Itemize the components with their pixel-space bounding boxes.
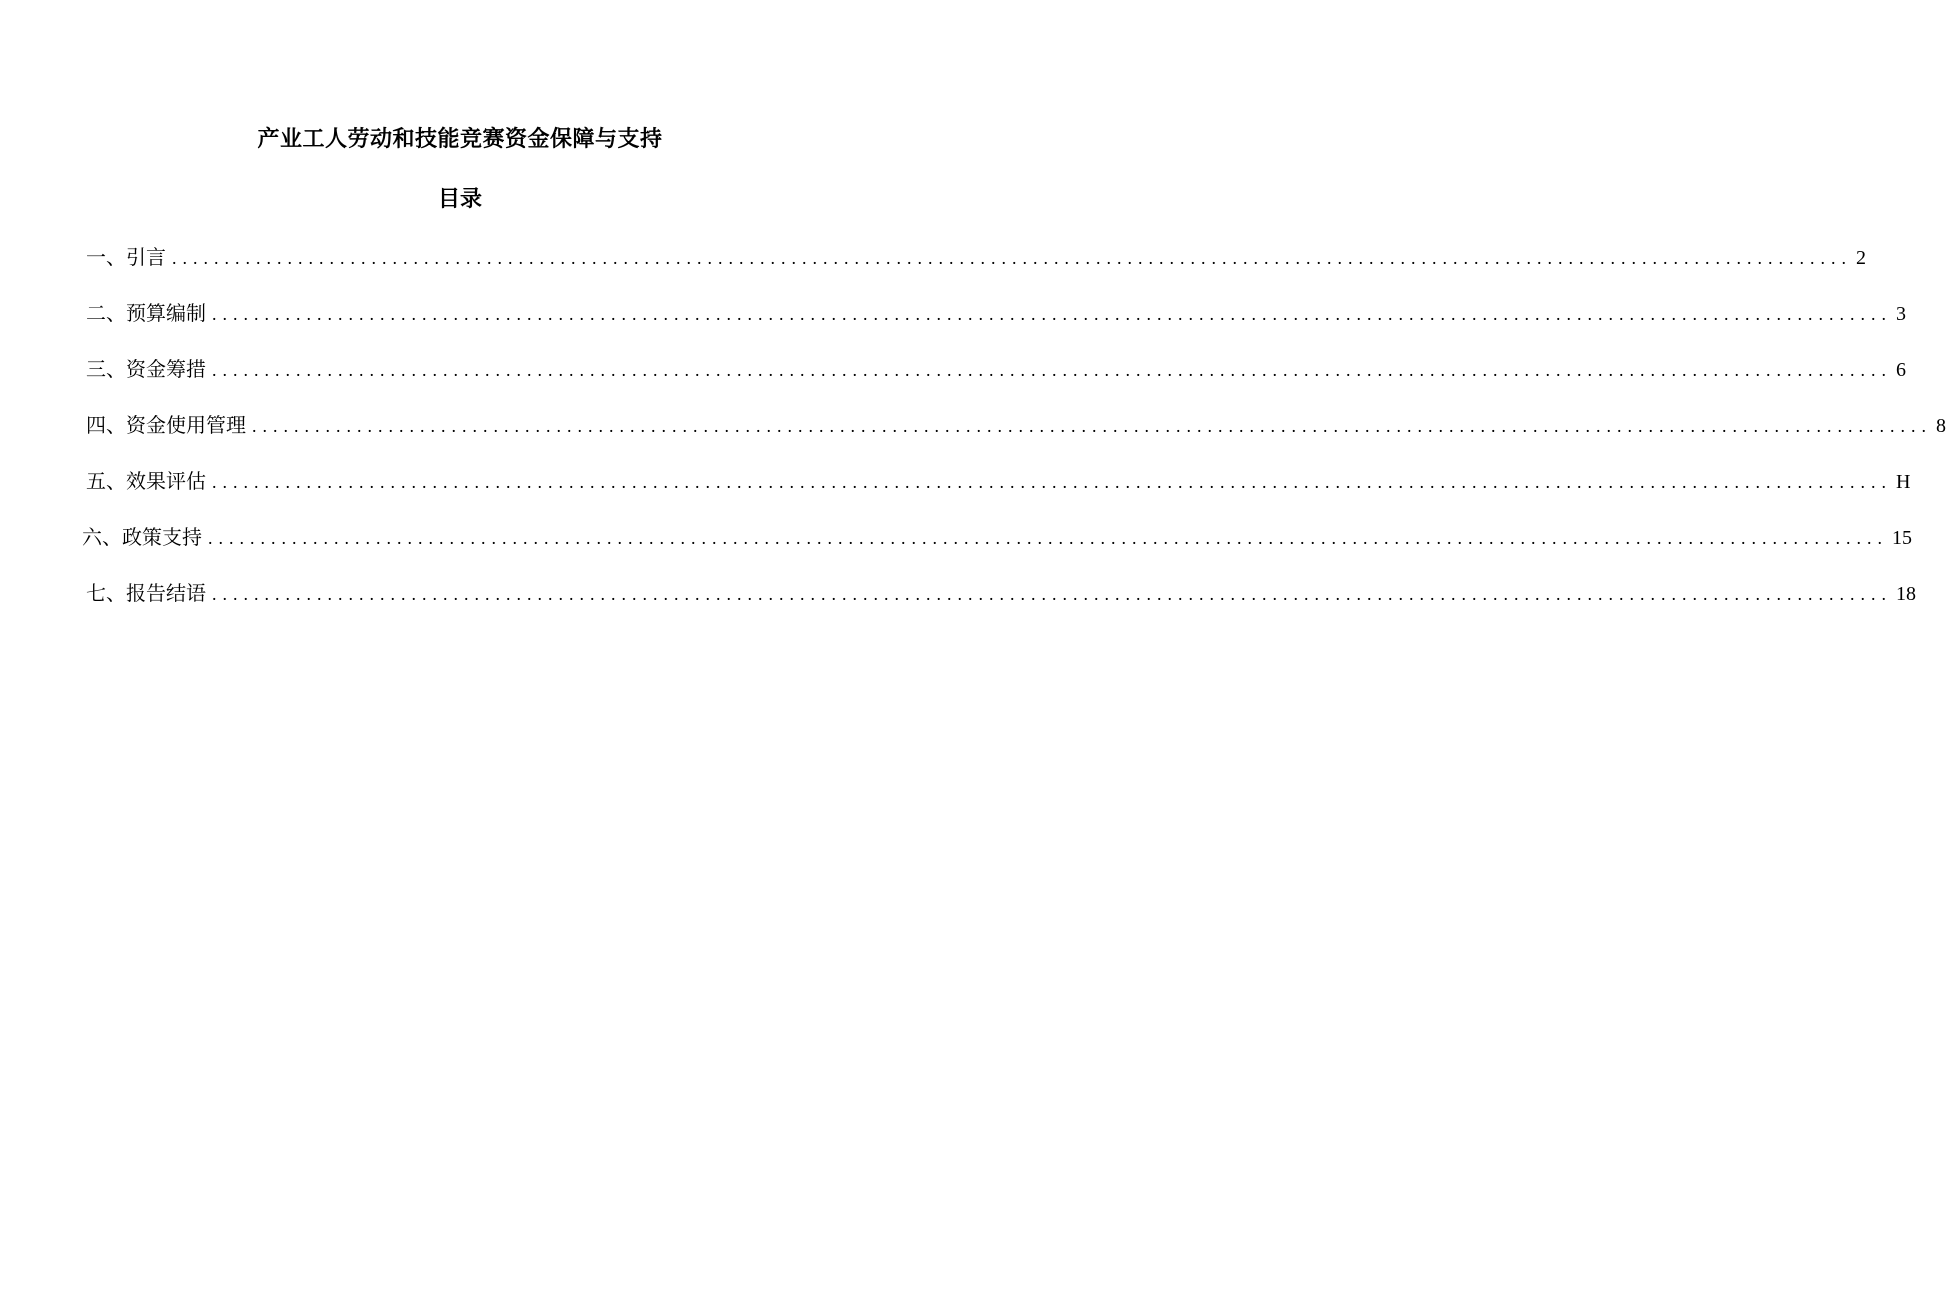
toc-entry-label: 六、政策支持 [82,525,202,549]
toc-page-number: 18 [1896,583,1916,605]
toc-dot-leader: ................................................................................................................................................................ [212,584,1892,604]
toc-entry-policy-support[interactable] [82,520,1912,576]
toc-heading: 目录 [437,186,482,212]
toc-entry-label: 四、资金使用管理 [86,413,246,437]
toc-dot-leader: ................................................................................................................................................................ [212,360,1892,380]
toc-page-number: H [1896,471,1911,493]
toc-entry-introduction[interactable] [86,240,1866,296]
toc-entry-label: 七、报告结语 [86,581,206,605]
toc-entry-conclusion[interactable] [86,576,1916,632]
toc-dot-leader: ................................................................................................................................................................ [252,416,1932,436]
toc-page-number: 6 [1896,359,1906,381]
toc-dot-leader: ................................................................................................................................................................ [212,304,1892,324]
document-title: 产业工人劳动和技能竞赛资金保障与支持 [257,126,663,152]
toc-entry-label: 二、预算编制 [86,301,206,325]
toc-entry-label: 五、效果评估 [86,469,206,493]
table-of-contents [82,240,1946,632]
toc-entry-evaluation[interactable] [86,464,1911,520]
toc-dot-leader: ................................................................................................................................................................ [208,528,1888,548]
toc-dot-leader: ................................................................................................................................................................ [212,472,1892,492]
toc-entry-label: 三、资金筹措 [86,357,206,381]
toc-entry-label: 一、引言 [86,245,166,269]
toc-dot-leader: ................................................................................................................................................................ [172,248,1852,268]
toc-page-number: 2 [1856,247,1866,269]
toc-page-number: 8 [1936,415,1946,437]
toc-entry-fund-management[interactable] [86,408,1946,464]
toc-page-number: 3 [1896,303,1906,325]
toc-entry-budget[interactable] [86,296,1906,352]
toc-page-number: 15 [1892,527,1912,549]
toc-entry-fundraising[interactable] [86,352,1906,408]
